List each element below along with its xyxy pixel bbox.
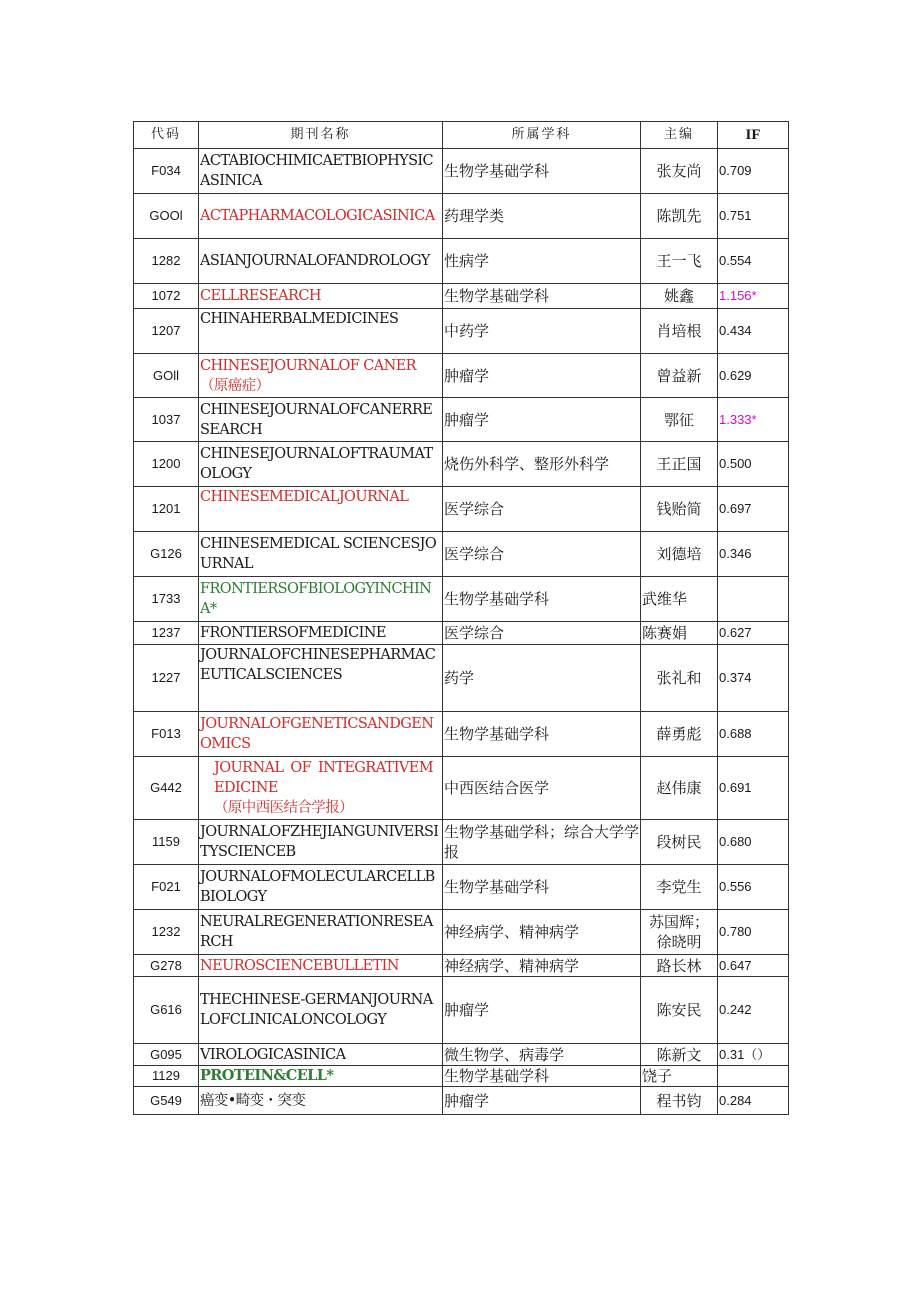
- table-row: [134, 955, 789, 977]
- subject-cell: 医学综合: [443, 622, 641, 645]
- editor-cell: 饶子: [641, 1066, 718, 1087]
- if-cell: 0.709: [718, 149, 789, 194]
- table-row: [134, 149, 789, 194]
- journal-former-name: （原中西医结合学报）: [214, 800, 353, 816]
- code-cell: 1227: [134, 645, 199, 712]
- editor-cell: 路长林: [641, 955, 718, 977]
- name-cell: ASIANJOURNALOFANDROLOGY: [199, 239, 443, 284]
- subject-cell: 生物学基础学科: [443, 1066, 641, 1087]
- name-cell: ACTABIOCHIMICAETBIOPHYSICASINICA: [199, 149, 443, 194]
- table-row: [134, 622, 789, 645]
- subject-cell: 生物学基础学科: [443, 284, 641, 309]
- code-cell: 1237: [134, 622, 199, 645]
- subject-cell: 性病学: [443, 239, 641, 284]
- name-cell: CHINESEMEDICALJOURNAL: [199, 487, 443, 532]
- editor-cell: 陈凯先: [641, 194, 718, 239]
- if-cell: 0.627: [718, 622, 789, 645]
- code-cell: 1733: [134, 577, 199, 622]
- code-cell: 1282: [134, 239, 199, 284]
- table-row: [134, 398, 789, 442]
- table-row: [134, 712, 789, 757]
- code-cell: G095: [134, 1044, 199, 1066]
- name-cell: [199, 757, 443, 820]
- table-row: [134, 284, 789, 309]
- name-cell: JOURNALOFCHINESEPHARMACEUTICALSCIENCES: [199, 645, 443, 712]
- journal-table: [133, 121, 789, 1115]
- table-row: [134, 354, 789, 398]
- table-row: [134, 977, 789, 1044]
- if-cell: 0.780: [718, 910, 789, 955]
- subject-cell: 药理学类: [443, 194, 641, 239]
- name-cell: NEURALREGENERATIONRESEARCH: [199, 910, 443, 955]
- editor-cell: 薛勇彪: [641, 712, 718, 757]
- if-cell: 0.500: [718, 442, 789, 487]
- editor-cell: 陈新文: [641, 1044, 718, 1066]
- if-cell: 0.688: [718, 712, 789, 757]
- subject-cell: 中西医结合医学: [443, 757, 641, 820]
- table-row: [134, 487, 789, 532]
- editor-cell: 钱贻简: [641, 487, 718, 532]
- editor-cell: 张友尚: [641, 149, 718, 194]
- subject-cell: 生物学基础学科: [443, 865, 641, 910]
- name-header: 期刊名称: [199, 122, 443, 149]
- table-row: [134, 1066, 789, 1087]
- name-cell: 癌变•畸变・突变: [199, 1087, 443, 1115]
- name-cell: PROTEIN&CELL*: [199, 1066, 443, 1087]
- if-cell: 0.374: [718, 645, 789, 712]
- code-cell: 1129: [134, 1066, 199, 1087]
- editor-cell: 李党生: [641, 865, 718, 910]
- name-cell: JOURNALOFMOLECULARCELLBBIOLOGY: [199, 865, 443, 910]
- if-cell: 0.629: [718, 354, 789, 398]
- if-cell: 0.691: [718, 757, 789, 820]
- code-cell: F013: [134, 712, 199, 757]
- code-header: 代码: [134, 122, 199, 149]
- code-cell: G549: [134, 1087, 199, 1115]
- editor-cell: 程书钧: [641, 1087, 718, 1115]
- code-cell: GOll: [134, 354, 199, 398]
- if-cell: 0.242: [718, 977, 789, 1044]
- editor-cell: 陈安民: [641, 977, 718, 1044]
- code-cell: 1072: [134, 284, 199, 309]
- table-row: [134, 442, 789, 487]
- if-cell: 0.697: [718, 487, 789, 532]
- code-cell: 1159: [134, 820, 199, 865]
- subject-header: 所属学科: [443, 122, 641, 149]
- code-cell: F021: [134, 865, 199, 910]
- table-row: [134, 239, 789, 284]
- if-cell: 0.31（）: [718, 1044, 789, 1066]
- table-row: [134, 577, 789, 622]
- editor-cell: 陈赛娟: [641, 622, 718, 645]
- code-cell: F034: [134, 149, 199, 194]
- name-cell: VIROLOGICASINICA: [199, 1044, 443, 1066]
- if-header: IF: [718, 122, 789, 149]
- table-row: [134, 532, 789, 577]
- editor-cell: 武维华: [641, 577, 718, 622]
- name-cell: CHINAHERBALMEDICINES: [199, 309, 443, 354]
- code-cell: G278: [134, 955, 199, 977]
- if-cell: 0.556: [718, 865, 789, 910]
- subject-cell: 生物学基础学科；综合大学学报: [443, 820, 641, 865]
- name-cell: CELLRESEARCH: [199, 284, 443, 309]
- subject-cell: 医学综合: [443, 487, 641, 532]
- name-cell: NEUROSCIENCEBULLETIN: [199, 955, 443, 977]
- subject-cell: 生物学基础学科: [443, 712, 641, 757]
- code-cell: 1207: [134, 309, 199, 354]
- journal-former-name: （原癌症）: [200, 377, 270, 394]
- editor-cell: 苏国辉；徐晓明: [641, 910, 718, 955]
- editor-cell: 张礼和: [641, 645, 718, 712]
- if-cell: 0.346: [718, 532, 789, 577]
- subject-cell: 肿瘤学: [443, 977, 641, 1044]
- if-cell: [718, 577, 789, 622]
- name-cell: JOURNALOFGENETICSANDGENOMICS: [199, 712, 443, 757]
- table-row: [134, 820, 789, 865]
- subject-cell: 烧伤外科学、整形外科学: [443, 442, 641, 487]
- if-cell: 1.333*: [718, 398, 789, 442]
- header-row: [134, 122, 789, 149]
- code-cell: GOOl: [134, 194, 199, 239]
- editor-cell: 鄂征: [641, 398, 718, 442]
- editor-cell: 姚鑫: [641, 284, 718, 309]
- code-cell: 1201: [134, 487, 199, 532]
- subject-cell: 生物学基础学科: [443, 577, 641, 622]
- if-cell: 0.680: [718, 820, 789, 865]
- editor-cell: 曾益新: [641, 354, 718, 398]
- table-row: [134, 1087, 789, 1115]
- journal-title: JOURNAL OF INTEGRATIVEMEDICINE: [214, 760, 433, 796]
- subject-cell: 微生物学、病毒学: [443, 1044, 641, 1066]
- subject-cell: 生物学基础学科: [443, 149, 641, 194]
- subject-cell: 医学综合: [443, 532, 641, 577]
- editor-cell: 王正国: [641, 442, 718, 487]
- name-cell: [199, 354, 443, 398]
- if-cell: 0.751: [718, 194, 789, 239]
- editor-cell: 刘德培: [641, 532, 718, 577]
- table-row: [134, 645, 789, 712]
- subject-cell: 药学: [443, 645, 641, 712]
- code-cell: 1037: [134, 398, 199, 442]
- subject-cell: 肿瘤学: [443, 398, 641, 442]
- name-cell: ACTAPHARMACOLOGICASINICA: [199, 194, 443, 239]
- code-cell: G442: [134, 757, 199, 820]
- subject-cell: 肿瘤学: [443, 1087, 641, 1115]
- if-cell: 0.647: [718, 955, 789, 977]
- subject-cell: 神经病学、精神病学: [443, 955, 641, 977]
- table-row: [134, 194, 789, 239]
- name-cell: FRONTIERSOFBIOLOGYINCHINA*: [199, 577, 443, 622]
- name-cell: CHINESEMEDICAL SCIENCESJOURNAL: [199, 532, 443, 577]
- table-row: [134, 309, 789, 354]
- if-cell: [718, 1066, 789, 1087]
- if-cell: 0.284: [718, 1087, 789, 1115]
- table-row: [134, 757, 789, 820]
- subject-cell: 神经病学、精神病学: [443, 910, 641, 955]
- if-cell: 1.156*: [718, 284, 789, 309]
- editor-cell: 段树民: [641, 820, 718, 865]
- editor-cell: 肖培根: [641, 309, 718, 354]
- name-cell: THECHINESE-GERMANJOURNALOFCLINICALONCOLOGY: [199, 977, 443, 1044]
- subject-cell: 肿瘤学: [443, 354, 641, 398]
- editor-cell: 赵伟康: [641, 757, 718, 820]
- code-cell: G616: [134, 977, 199, 1044]
- name-cell: CHINESEJOURNALOFTRAUMATOLOGY: [199, 442, 443, 487]
- subject-cell: 中药学: [443, 309, 641, 354]
- if-cell: 0.554: [718, 239, 789, 284]
- table-row: [134, 1044, 789, 1066]
- name-cell: JOURNALOFZHEJIANGUNIVERSITYSCIENCEB: [199, 820, 443, 865]
- editor-header: 主编: [641, 122, 718, 149]
- code-cell: 1200: [134, 442, 199, 487]
- table-row: [134, 910, 789, 955]
- name-cell: FRONTIERSOFMEDICINE: [199, 622, 443, 645]
- code-cell: 1232: [134, 910, 199, 955]
- name-cell: CHINESEJOURNALOFCANERRESEARCH: [199, 398, 443, 442]
- journal-title: CHINESEJOURNALOF CANER: [200, 357, 416, 374]
- if-cell: 0.434: [718, 309, 789, 354]
- code-cell: G126: [134, 532, 199, 577]
- table-row: [134, 865, 789, 910]
- editor-cell: 王一飞: [641, 239, 718, 284]
